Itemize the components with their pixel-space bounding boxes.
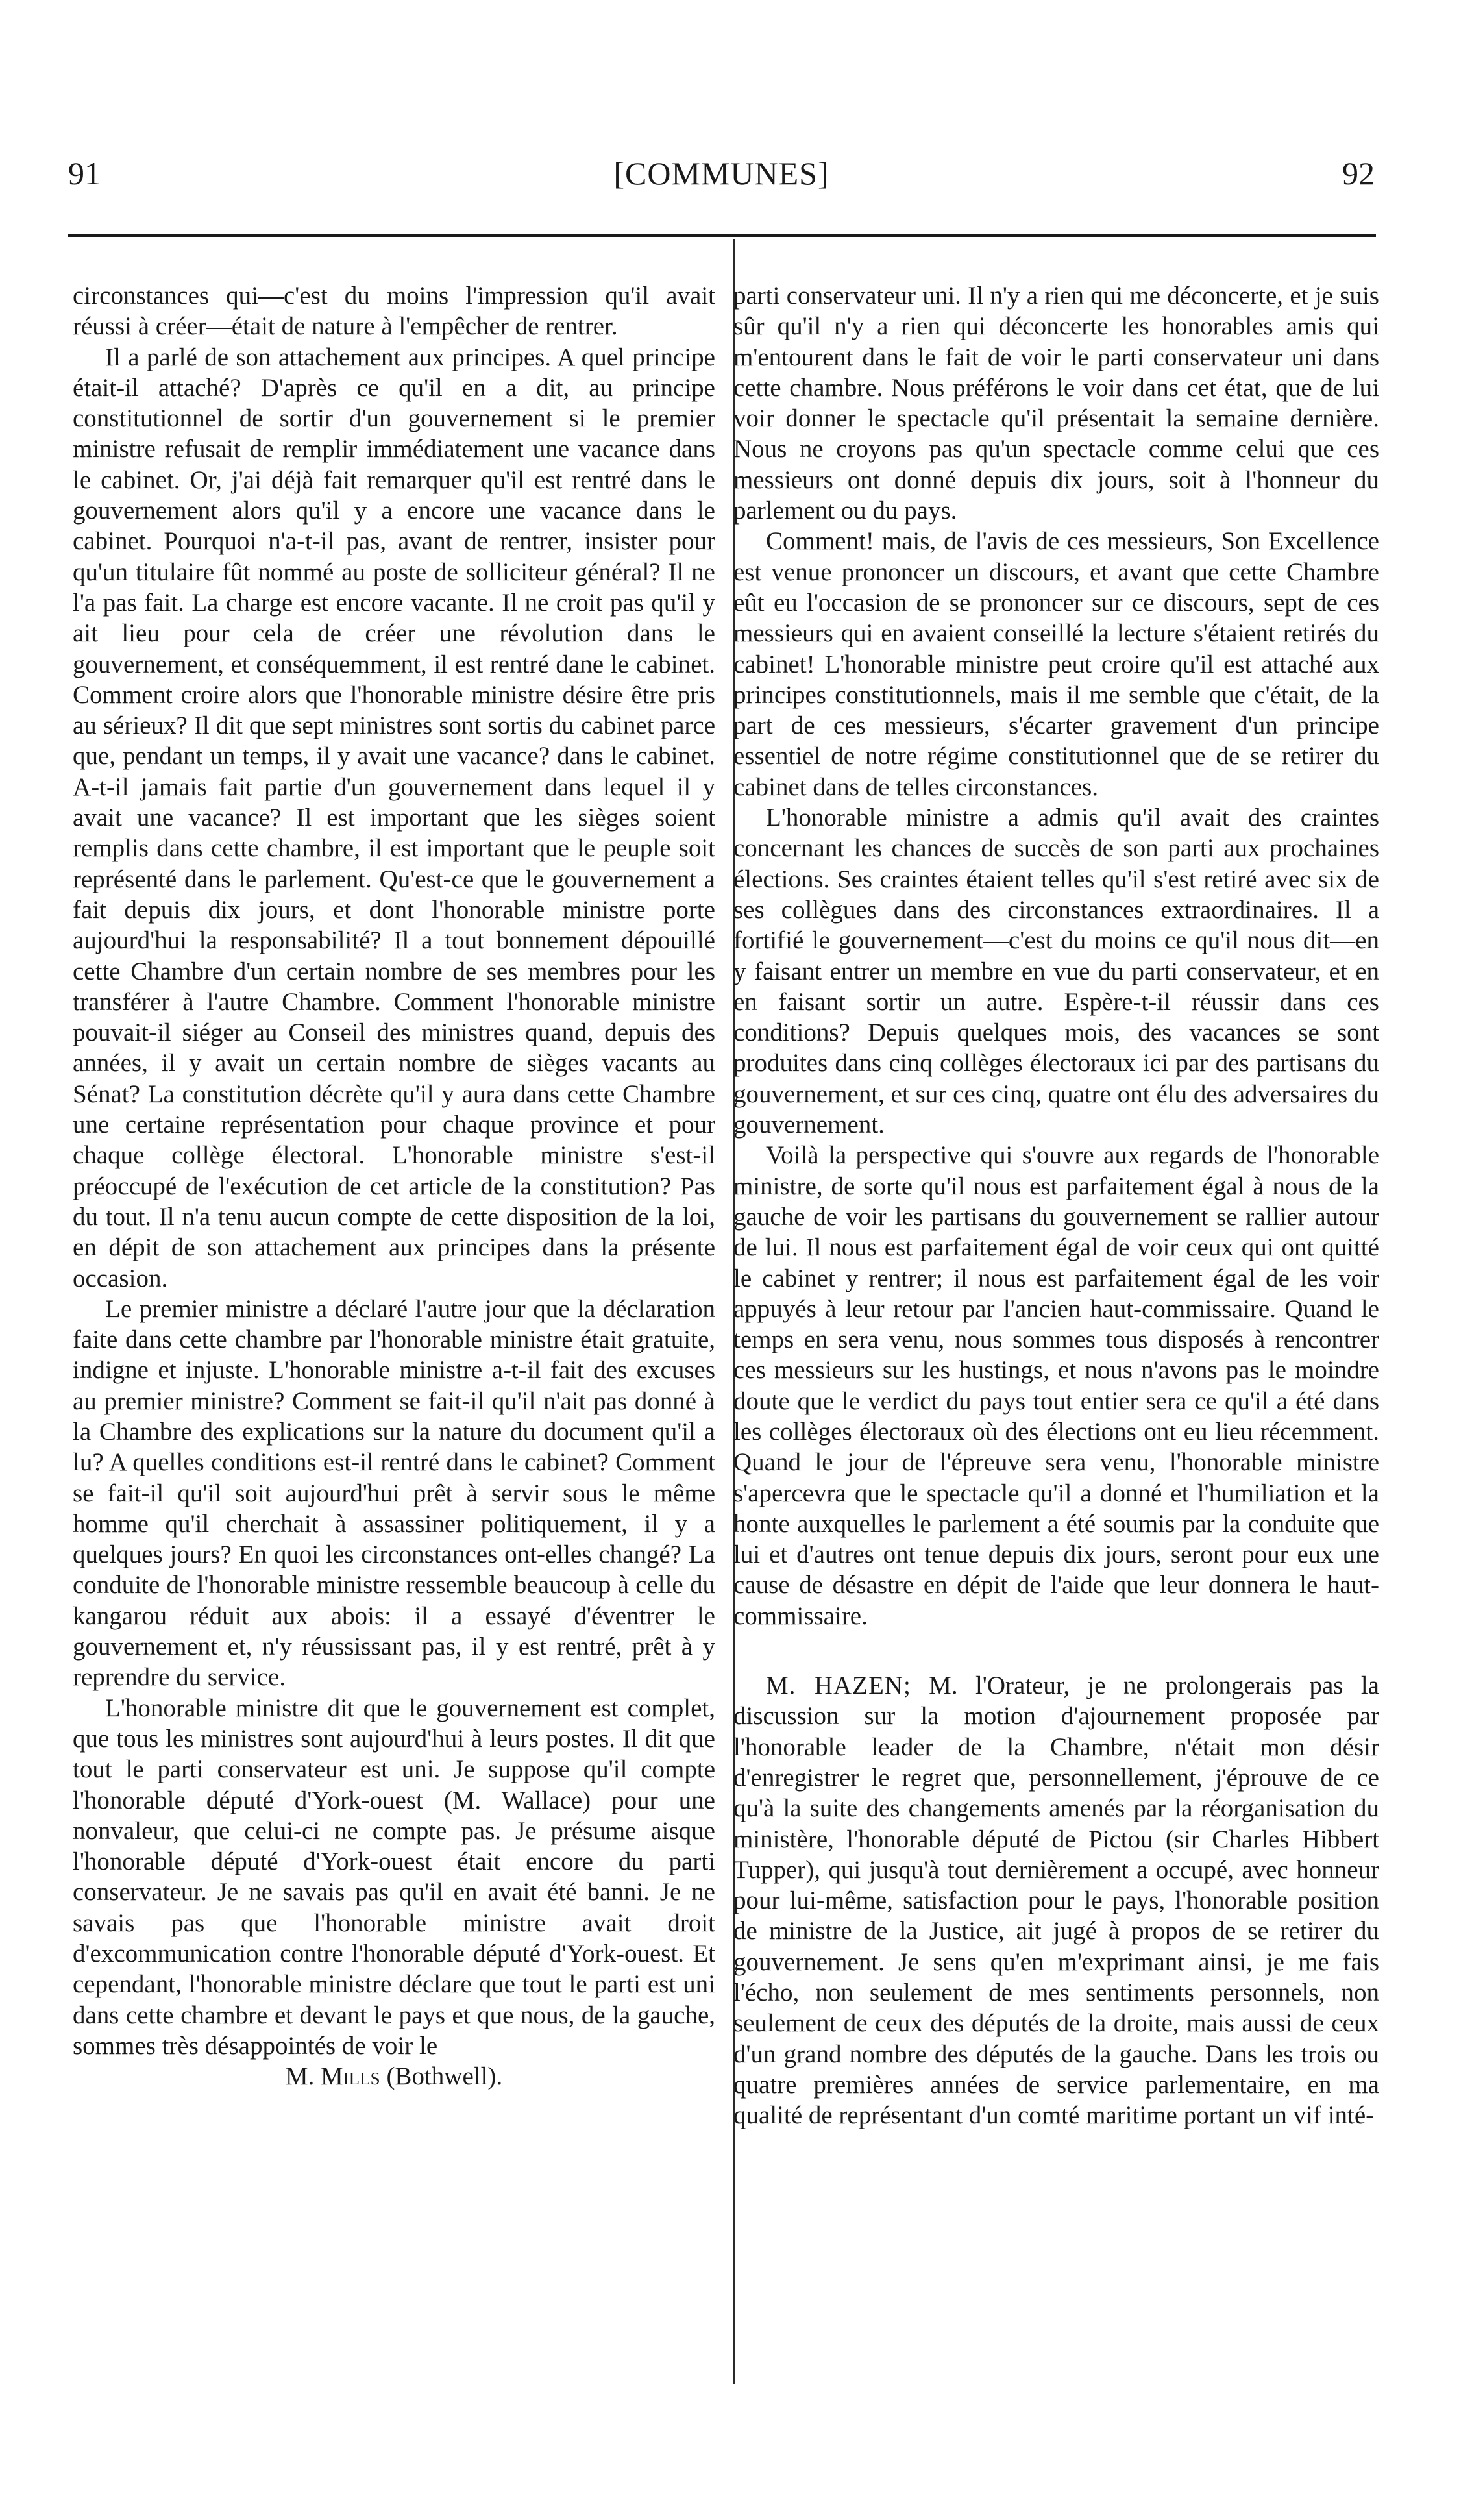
footer-speaker-name: Mills	[321, 2062, 380, 2091]
speaker-name: M. HAZEN;	[766, 1672, 911, 1700]
paragraph: Comment! mais, de l'avis de ces messieurs, Son Excellence est venue prononcer un discours, et avant que cette Chambre eût eu l'occasion de se prononcer sur ce discours, sept de ces messieurs qui en avaient conseillé la lecture s'étaient retirés du cabinet! L'honorable ministre peut croire qu'il est attaché aux principes constitutionnels, mais il me semble que c'était, de la part de ces messieurs, s'écarter gravement d'un principe essentiel de notre régime constitutionnel que de se retirer du cabinet dans de telles circonstances.	[733, 527, 1379, 801]
page-header	[68, 151, 1375, 196]
speech-text: M. l'Orateur, je ne prolongerais pas la discussion sur la motion d'ajournement proposée par l'honorable leader de la Chambre, n'était mon désir d'enregistrer le regret que, personnellement, j'éprouve de ce qu'à la suite des changements amenés par la réorganisation du ministère, l'honorable député de Pictou (sir Charles Hibbert Tupper), qui jusqu'à tout dernièrement a occupé, avec honneur pour lui-même, satisfaction pour le pays, l'honorable position de ministre de la Justice, ait jugé à propos de se retirer du gouvernement. Je sens qu'en m'exprimant ainsi, je me fais l'écho, non seulement de mes sentiments personnels, non seulement de ceux des députés de la droite, mais aussi de ceux d'un grand nombre des députés de la gauche. Dans les trois ou quatre premières années de service parlementaire, en ma qualité de représentant d'un comté maritime portant un vif inté-	[733, 1672, 1379, 2130]
page-number-left: 91	[68, 155, 101, 191]
paragraph: parti conservateur uni. Il n'y a rien qui me déconcerte, et je suis sûr qu'il n'y a rien qui déconcerte les honorables amis qui m'entourent dans le fait de voir le parti conservateur uni dans cette chambre. Nous préférons le voir dans cet état, que de lui voir donner le spectacle qu'il présentait la semaine dernière. Nous ne croyons pas qu'un spectacle comme celui que ces messieurs ont donné depuis dix jours, soit à l'honneur du parlement ou du pays.	[733, 282, 1379, 525]
header-rule	[68, 234, 1376, 237]
paragraph: circonstances qui—c'est du moins l'impression qu'il avait réussi à créer—était de nature à l'empêcher de rentrer.	[73, 282, 715, 341]
paragraph: Il a parlé de son attachement aux principes. A quel principe était-il attaché? D'après ce qu'il en a dit, au principe constitutionnel de sortir d'un gouvernement si le premier ministre refusait de remplir immédiatement une vacance dans le cabinet. Or, j'ai déjà fait remarquer qu'il est rentré dans le gouvernement alors qu'il y a encore une vacance dans le cabinet. Pourquoi n'a-t-il pas, avant de rentrer, insister pour qu'un titulaire fût nommé au poste de solliciteur général? Il ne l'a pas fait. La charge est encore vacante. Il ne croit pas qu'il y ait lieu pour cela de créer une révolution dans le gouvernement, et conséquemment, il est rentré dane le cabinet. Comment croire alors que l'honorable ministre désire être pris au sérieux? Il dit que sept ministres sont sortis du cabinet parce que, pendant un temps, il y avait une vacance? dans le cabinet. A-t-il jamais fait partie d'un gouvernement dans lequel il y avait une vacance? Il est important que les sièges soient remplis dans cette chambre, il est important que le peuple soit représenté dans le parlement. Qu'est-ce que le gouvernement a fait depuis dix jours, et dont l'honorable ministre porte aujourd'hui la responsabilité? Il a tout bonnement dépouillé cette Chambre d'un certain nombre de ses membres pour les transférer à l'autre Chambre. Comment l'honorable ministre pouvait-il siéger au Conseil des ministres quand, depuis des années, il y avait un certain nombre de sièges vacants au Sénat? La constitution décrète qu'il y aura dans cette Chambre une certaine représentation pour chaque province et pour chaque collège électoral. L'honorable ministre s'est-il préoccupé de l'exécution de cet article de la constitution? Pas du tout. Il n'a tenu aucun compte de cette disposition de la loi, en dépit de son attachement aux principes dans la présente occasion.	[73, 343, 715, 1292]
paragraph: L'honorable ministre dit que le gouvernement est complet, que tous les ministres sont aujourd'hui à leurs postes. Il dit que tout le parti conservateur est uni. Je suppose qu'il compte l'honorable député d'York-ouest (M. Wallace) pour une nonvaleur, que celui-ci ne compte pas. Je présume aisque l'honorable député d'York-ouest était encore du parti conservateur. Je ne savais pas qu'il en avait été banni. Je ne savais pas que l'honorable ministre avait droit d'excommunication contre l'honorable député d'York-ouest. Et cependant, l'honorable ministre déclare que tout le parti est uni dans cette chambre et devant le pays et que nous, de la gauche, sommes très désappointés de voir le	[73, 1694, 715, 2060]
left-column	[73, 280, 715, 2092]
footer-suffix: (Bothwell).	[380, 2062, 503, 2091]
column-footer	[73, 2061, 715, 2092]
paragraph: L'honorable ministre a admis qu'il avait des craintes concernant les chances de succès de son parti aux prochaines élections. Ses craintes étaient telles qu'il s'est retiré avec six de ses collègues dans des circonstances extraordinaires. Il a fortifié le gouvernement—c'est du moins ce qu'il nous dit—en y faisant entrer un membre en vue du parti conservateur, et en en faisant sortir un autre. Espère-t-il réussir dans ces conditions? Depuis quelques mois, des vacances se sont produites dans cinq collèges électoraux ici par des partisans du gouvernement, et sur ces cinq, quatre ont élu des adversaires du gouvernement.	[733, 804, 1379, 1139]
paragraph: Le premier ministre a déclaré l'autre jour que la déclaration faite dans cette chambre par l'honorable ministre était gratuite, indigne et injuste. L'honorable ministre a-t-il fait des excuses au premier ministre? Comment se fait-il qu'il n'ait pas donné à la Chambre des explications sur la nature du document qu'il a lu? A quelles conditions est-il rentré dans le cabinet? Comment se fait-il qu'il soit aujourd'hui prêt à servir sous le même homme qu'il cherchait à assassiner politiquement, il y a quelques jours? En quoi les circonstances ont-elles changé? La conduite de l'honorable ministre ressemble beaucoup à celle du kangarou réduit aux abois: il a essayé d'éventrer le gouvernement et, n'y réussissant pas, il y est rentré, prêt à y reprendre du service.	[73, 1294, 715, 1692]
footer-prefix: M.	[285, 2062, 321, 2091]
running-title: [COMMUNES]	[613, 155, 829, 191]
page-number-right: 92	[1342, 155, 1375, 191]
right-column	[733, 280, 1379, 2131]
paragraph: Voilà la perspective qui s'ouvre aux regards de l'honorable ministre, de sorte qu'il nous est parfaitement égal à nous de la gauche de voir les partisans du gouvernement se rallier autour de lui. Il nous est parfaitement égal de voir ceux qui ont quitté le cabinet y rentrer; il nous est parfaitement égal de les voir appuyés à leur retour par l'ancien haut-commissaire. Quand le temps en sera venu, nous sommes tous disposés à rencontrer ces messieurs sur les hustings, et nous n'avons pas le moindre doute que le verdict du pays tout entier sera ce qu'il a été dans les collèges électoraux où des élections ont eu lieu récemment. Quand le jour de l'épreuve sera venu, l'honorable ministre s'apercevra que le spectacle qu'il a donné et l'humiliation et la honte auxquelles le parlement a été soumis par la conduite que lui et d'autres ont tenue depuis dix jours, seront pour eux une cause de désastre en dépit de l'aide que leur donnera le haut-commissaire.	[733, 1141, 1379, 1630]
speech-paragraph	[733, 1670, 1379, 2131]
